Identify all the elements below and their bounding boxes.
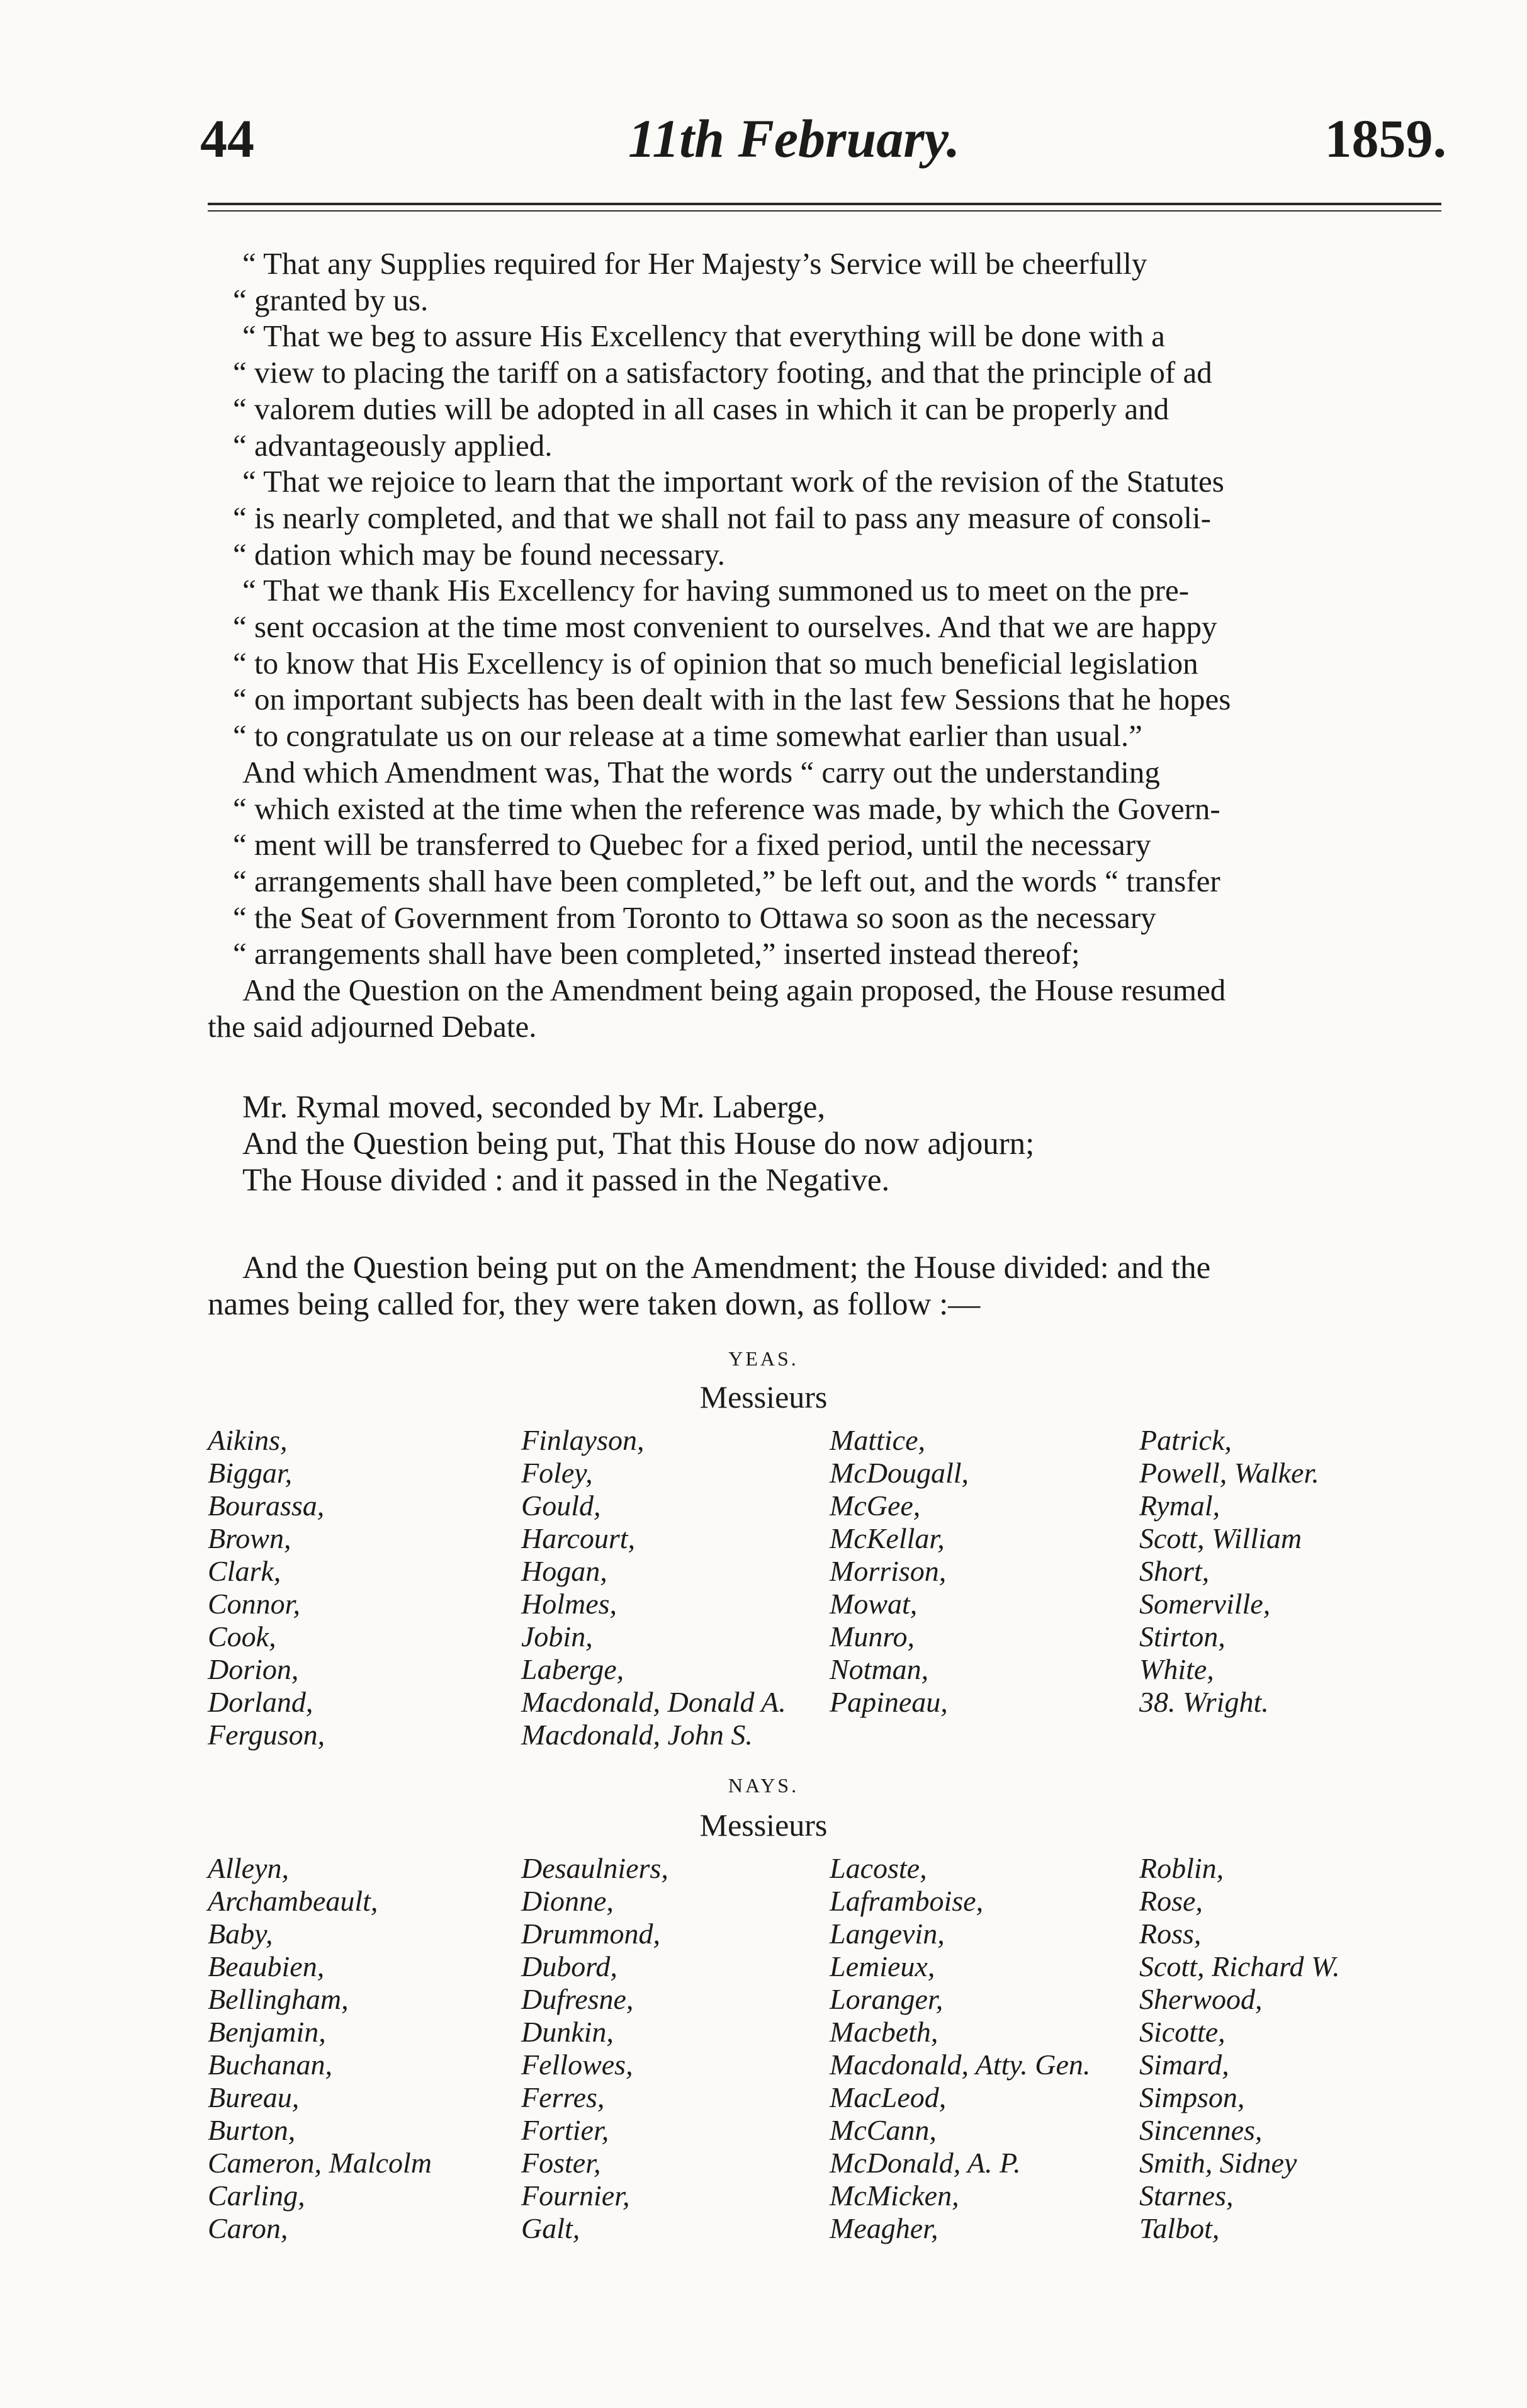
member-name: Buchanan, [208, 2049, 333, 2081]
text-line: “ which existed at the time when the reference was made, by which the Govern- [233, 791, 1220, 826]
member-name: Carling, [208, 2179, 305, 2212]
text-line: “ to congratulate us on our release at a time somewhat earlier than usual.” [233, 718, 1142, 754]
member-name: Cook, [208, 1620, 276, 1653]
yeas-row [208, 1719, 1454, 1751]
member-name: Dionne, [521, 1885, 614, 1917]
nays-row [208, 2212, 1454, 2245]
text-line: the said adjourned Debate. [208, 1009, 537, 1044]
member-name: Galt, [521, 2212, 580, 2244]
member-name: Baby, [208, 1918, 273, 1950]
member-name: Roblin, [1139, 1852, 1224, 1884]
member-name: Smith, Sidney [1139, 2147, 1297, 2179]
text-line: “ granted by us. [233, 282, 429, 317]
member-name: White, [1139, 1653, 1214, 1685]
member-name: Laberge, [521, 1653, 624, 1685]
member-name: MacLeod, [830, 2081, 947, 2113]
member-name: Cameron, Malcolm [208, 2147, 432, 2179]
member-name: Macdonald, Donald A. [521, 1686, 786, 1718]
member-name: Meagher, [830, 2212, 938, 2244]
member-name: Macdonald, John S. [521, 1719, 753, 1751]
text-line: “ arrangements shall have been completed,” inserted instead thereof; [233, 936, 1080, 971]
member-name: Dorion, [208, 1653, 299, 1685]
member-name: Clark, [208, 1555, 281, 1587]
text-line: “ That we thank His Excellency for having summoned us to meet on the pre- [242, 573, 1190, 608]
member-name: Gould, [521, 1489, 601, 1522]
member-name: Patrick, [1139, 1424, 1232, 1456]
member-name: Holmes, [521, 1588, 617, 1620]
question-line: And the Question being put on the Amendment; the House divided: and the [242, 1250, 1211, 1286]
member-name: Dufresne, [521, 1983, 634, 2015]
member-name: Powell, Walker. [1139, 1457, 1319, 1489]
member-name: Biggar, [208, 1457, 293, 1489]
member-name: Langevin, [830, 1918, 945, 1950]
text-line: “ That any Supplies required for Her Majesty’s Service will be cheerfully [242, 246, 1147, 281]
member-name: Foster, [521, 2147, 601, 2179]
member-name: Aikins, [208, 1424, 288, 1456]
nays-row [208, 2179, 1454, 2212]
yeas-messieurs: Messieurs [699, 1379, 828, 1415]
yeas-row [208, 1588, 1454, 1620]
member-name: Sherwood, [1139, 1983, 1263, 2015]
member-name: Ross, [1139, 1918, 1202, 1950]
yeas-row [208, 1686, 1454, 1719]
text-line: “ sent occasion at the time most convenient to ourselves. And that we are happy [233, 609, 1217, 645]
text-line: “ to know that His Excellency is of opinion that so much beneficial legislation [233, 645, 1198, 681]
member-name: Fellowes, [521, 2049, 633, 2081]
member-name: Desaulniers, [521, 1852, 668, 1884]
member-name: McMicken, [830, 2179, 959, 2212]
yeas-row [208, 1555, 1454, 1588]
member-name: McKellar, [830, 1522, 945, 1554]
nays-row [208, 2081, 1454, 2114]
member-name: Burton, [208, 2114, 296, 2146]
member-name: Hogan, [521, 1555, 607, 1587]
member-name: Ferguson, [208, 1719, 325, 1751]
yeas-row [208, 1424, 1454, 1457]
member-name: Starnes, [1139, 2179, 1234, 2212]
member-name: Simpson, [1139, 2081, 1245, 2113]
member-name: Caron, [208, 2212, 288, 2244]
member-name: Sicotte, [1139, 2016, 1226, 2048]
nays-row [208, 2049, 1454, 2081]
member-name: Drummond, [521, 1918, 661, 1950]
nays-caption: NAYS. [728, 1774, 799, 1797]
member-name: Macbeth, [830, 2016, 938, 2048]
text-line: “ is nearly completed, and that we shall not fail to pass any measure of consoli- [233, 500, 1211, 535]
member-name: Stirton, [1139, 1620, 1226, 1653]
nays-messieurs: Messieurs [699, 1807, 828, 1843]
member-name: Scott, Richard W. [1139, 1950, 1340, 1982]
yeas-row [208, 1522, 1454, 1555]
yeas-caption: YEAS. [728, 1347, 799, 1370]
nays-row [208, 1950, 1454, 1983]
nays-row [208, 2016, 1454, 2049]
member-name: McGee, [830, 1489, 921, 1522]
nays-list [208, 1852, 1454, 2245]
division-question [208, 1250, 1441, 1323]
member-name: Rose, [1139, 1885, 1203, 1917]
member-name: Archambeault, [208, 1885, 378, 1917]
member-name: Ferres, [521, 2081, 605, 2113]
member-name: Mowat, [830, 1588, 918, 1620]
page-header [200, 107, 1446, 176]
member-name: Dunkin, [521, 2016, 614, 2048]
member-name: Benjamin, [208, 2016, 326, 2048]
member-name: Talbot, [1139, 2212, 1220, 2244]
motion-line: And the Question being put, That this House do now adjourn; [242, 1126, 1035, 1162]
page-number: 44 [200, 108, 254, 169]
member-name: Macdonald, Atty. Gen. [830, 2049, 1091, 2081]
yeas-row [208, 1457, 1454, 1489]
text-line: “ the Seat of Government from Toronto to Ottawa so soon as the necessary [233, 900, 1156, 935]
member-name: Bourassa, [208, 1489, 325, 1522]
text-line: “ advantageously applied. [233, 427, 553, 463]
member-name: Jobin, [521, 1620, 593, 1653]
member-name: Fortier, [521, 2114, 609, 2146]
member-name: Lacoste, [830, 1852, 927, 1884]
member-name: Alleyn, [208, 1852, 289, 1884]
member-name: Notman, [830, 1653, 929, 1685]
text-line: And which Amendment was, That the words “ carry out the understanding [242, 754, 1160, 789]
member-name: Harcourt, [521, 1522, 636, 1554]
member-name: Fournier, [521, 2179, 630, 2212]
yeas-row [208, 1489, 1454, 1522]
member-name: Lemieux, [830, 1950, 935, 1982]
text-line: “ That we beg to assure His Excellency that everything will be done with a [242, 319, 1165, 354]
header-rule-thin [208, 210, 1441, 212]
text-line: “ arrangements shall have been completed,” be left out, and the words “ transfer [233, 863, 1220, 898]
member-name: Morrison, [830, 1555, 947, 1587]
member-name-with-count: 38. Wright. [1139, 1686, 1269, 1718]
header-year: 1859. [1324, 108, 1446, 169]
member-name: Beaubien, [208, 1950, 325, 1982]
motion-line: The House divided : and it passed in the Negative. [242, 1163, 890, 1198]
member-name: Papineau, [830, 1686, 948, 1718]
header-rule-thick [208, 203, 1441, 205]
member-name: Munro, [830, 1620, 915, 1653]
text-line: “ view to placing the tariff on a satisfactory footing, and that the principle of ad [233, 355, 1212, 390]
member-name: Bureau, [208, 2081, 300, 2113]
member-name: Simard, [1139, 2049, 1229, 2081]
member-name: Somerville, [1139, 1588, 1271, 1620]
member-name: Rymal, [1139, 1489, 1220, 1522]
member-name: Finlayson, [521, 1424, 645, 1456]
member-name: Dorland, [208, 1686, 313, 1718]
yeas-row [208, 1620, 1454, 1653]
text-line: “ valorem duties will be adopted in all cases in which it can be properly and [233, 391, 1169, 426]
member-name: Foley, [521, 1457, 593, 1489]
member-name: Dubord, [521, 1950, 617, 1982]
member-name: Scott, William [1139, 1522, 1302, 1554]
text-line: “ That we rejoice to learn that the important work of the revision of the Statutes [242, 464, 1224, 499]
nays-row [208, 1983, 1454, 2016]
adjourn-motion [242, 1089, 1438, 1199]
member-name: McDougall, [830, 1457, 969, 1489]
nays-row [208, 2114, 1454, 2147]
yeas-row [208, 1653, 1454, 1686]
nays-row [208, 2147, 1454, 2179]
address-text [208, 246, 1441, 1044]
text-line: “ dation which may be found necessary. [233, 536, 725, 572]
member-name: Sincennes, [1139, 2114, 1263, 2146]
member-name: Bellingham, [208, 1983, 349, 2015]
member-name: Laframboise, [830, 1885, 984, 1917]
member-name: Loranger, [830, 1983, 944, 2015]
text-line: And the Question on the Amendment being again proposed, the House resumed [242, 973, 1226, 1008]
member-name: McCann, [830, 2114, 937, 2146]
header-date: 11th February. [628, 108, 961, 169]
text-line: “ ment will be transferred to Quebec for a fixed period, until the necessary [233, 827, 1151, 862]
member-name: Mattice, [830, 1424, 925, 1456]
nays-row [208, 1918, 1454, 1950]
nays-row [208, 1885, 1454, 1918]
question-line: names being called for, they were taken down, as follow :— [208, 1287, 981, 1322]
nays-row [208, 1852, 1454, 1885]
member-name: Connor, [208, 1588, 300, 1620]
member-name: Short, [1139, 1555, 1210, 1587]
text-line: “ on important subjects has been dealt with in the last few Sessions that he hopes [233, 682, 1231, 717]
yeas-list [208, 1424, 1454, 1751]
member-name: Brown, [208, 1522, 291, 1554]
member-name: McDonald, A. P. [830, 2147, 1021, 2179]
motion-line: Mr. Rymal moved, seconded by Mr. Laberge, [242, 1090, 826, 1125]
